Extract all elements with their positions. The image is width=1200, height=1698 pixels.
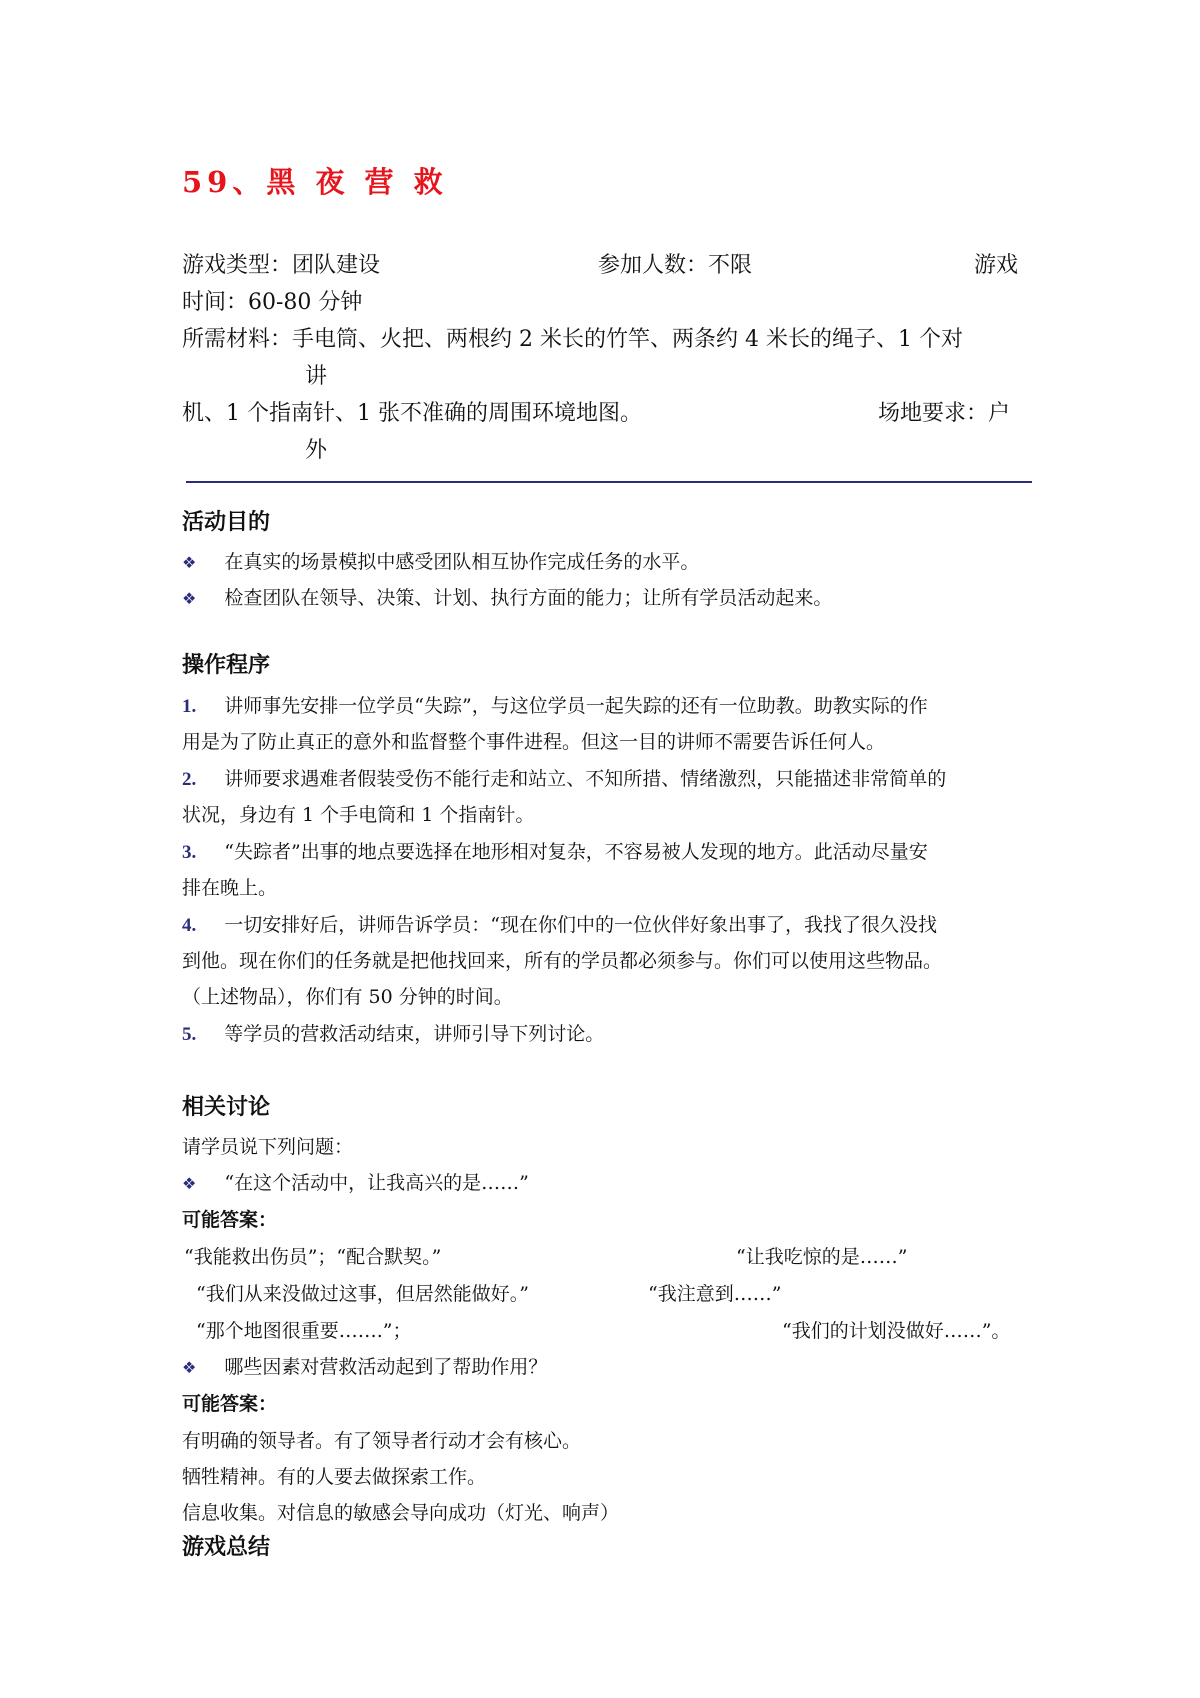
procedure-step [182,838,928,867]
procedure-heading: 操作程序 [182,653,271,678]
diamond-bullet-icon: ❖ [182,553,197,572]
step-text: 一切安排好后，讲师告诉学员：“现在你们中的一位伙伴好象出事了，我找了很久没找 [224,914,938,936]
answer-text: “我们从来没做过这事，但居然能做好。” [196,1283,529,1305]
game-type: 游戏类型：团队建设 [182,253,381,278]
step-number: 1. [182,696,197,717]
question-text: 哪些因素对营救活动起到了帮助作用？ [224,1356,548,1378]
game-time: 时间：60-80 分钟 [182,290,363,315]
step-text-cont: 到他。现在你们的任务就是把他找回来，所有的学员都必须参与。你们可以使用这些物品。 [182,950,943,972]
venue-requirement: 场地要求：户 [878,401,1011,426]
step-text: 讲师要求遇难者假装受伤不能行走和站立、不知所措、情绪激烈，只能描述非常简单的 [224,768,947,790]
question-text: “在这个活动中，让我高兴的是……” [224,1172,529,1194]
step-text-cont: 排在晚上。 [182,877,278,899]
step-number: 3. [182,842,197,863]
procedure-step [182,1020,604,1049]
step-text: 讲师事先安排一位学员“失踪”，与这位学员一起失踪的还有一位助教。助教实际的作 [224,695,928,717]
answer-text: “那个地图很重要…….”； [196,1320,412,1342]
discussion-intro: 请学员说下列问题： [182,1136,354,1158]
step-number: 2. [182,769,197,790]
purpose-heading: 活动目的 [182,510,271,535]
venue-requirement-cont: 外 [305,438,328,463]
diamond-bullet-icon: ❖ [182,1174,197,1193]
discussion-question [182,1169,529,1198]
participant-count: 参加人数：不限 [598,253,753,278]
possible-answers-label: 可能答案： [182,1209,278,1231]
materials-line-3: 机、1 个指南针、1 张不准确的周围环境地图。 [182,401,642,426]
purpose-item [182,548,699,577]
purpose-item-text: 检查团队在领导、决策、计划、执行方面的能力；让所有学员活动起来。 [224,587,833,609]
diamond-bullet-icon: ❖ [182,589,197,608]
answer-text: “让我吃惊的是……” [736,1246,908,1268]
answer-text: 牺牲精神。有的人要去做探索工作。 [182,1466,487,1488]
procedure-step [182,765,946,794]
answer-text: “我们的计划没做好……”。 [782,1320,1011,1342]
materials-line-2: 讲 [305,364,328,389]
summary-heading: 游戏总结 [182,1535,271,1560]
step-number: 4. [182,915,197,936]
purpose-item-text: 在真实的场景模拟中感受团队相互协作完成任务的水平。 [224,551,700,573]
possible-answers-label: 可能答案： [182,1393,278,1415]
procedure-step [182,692,928,721]
answer-text: “我能救出伤员”；“配合默契。” [184,1246,442,1268]
answer-text: 有明确的领导者。有了领导者行动才会有核心。 [182,1430,582,1452]
discussion-heading: 相关讨论 [182,1095,271,1120]
step-number: 5. [182,1024,197,1045]
answer-text: “我注意到……” [648,1283,782,1305]
game-time-label-start: 游戏 [974,253,1019,278]
step-text: “失踪者”出事的地点要选择在地形相对复杂，不容易被人发现的地方。此活动尽量安 [224,841,928,863]
purpose-item [182,584,832,613]
step-text-cont: 用是为了防止真正的意外和监督整个事件进程。但这一目的讲师不需要告诉任何人。 [182,731,886,753]
answer-text: 信息收集。对信息的敏感会导向成功（灯光、响声） [182,1502,620,1524]
step-text-cont: （上述物品），你们有 50 分钟的时间。 [182,986,513,1008]
step-text: 等学员的营救活动结束，讲师引导下列讨论。 [224,1023,605,1045]
materials-line-1: 所需材料：手电筒、火把、两根约 2 米长的竹竿、两条约 4 米长的绳子、1 个对 [182,327,963,352]
diamond-bullet-icon: ❖ [182,1358,197,1377]
page-title: 59、黑 夜 营 救 [182,165,448,199]
section-divider [186,481,1032,483]
discussion-question [182,1353,547,1382]
procedure-step [182,911,937,940]
step-text-cont: 状况，身边有 1 个手电筒和 1 个指南针。 [182,804,535,826]
